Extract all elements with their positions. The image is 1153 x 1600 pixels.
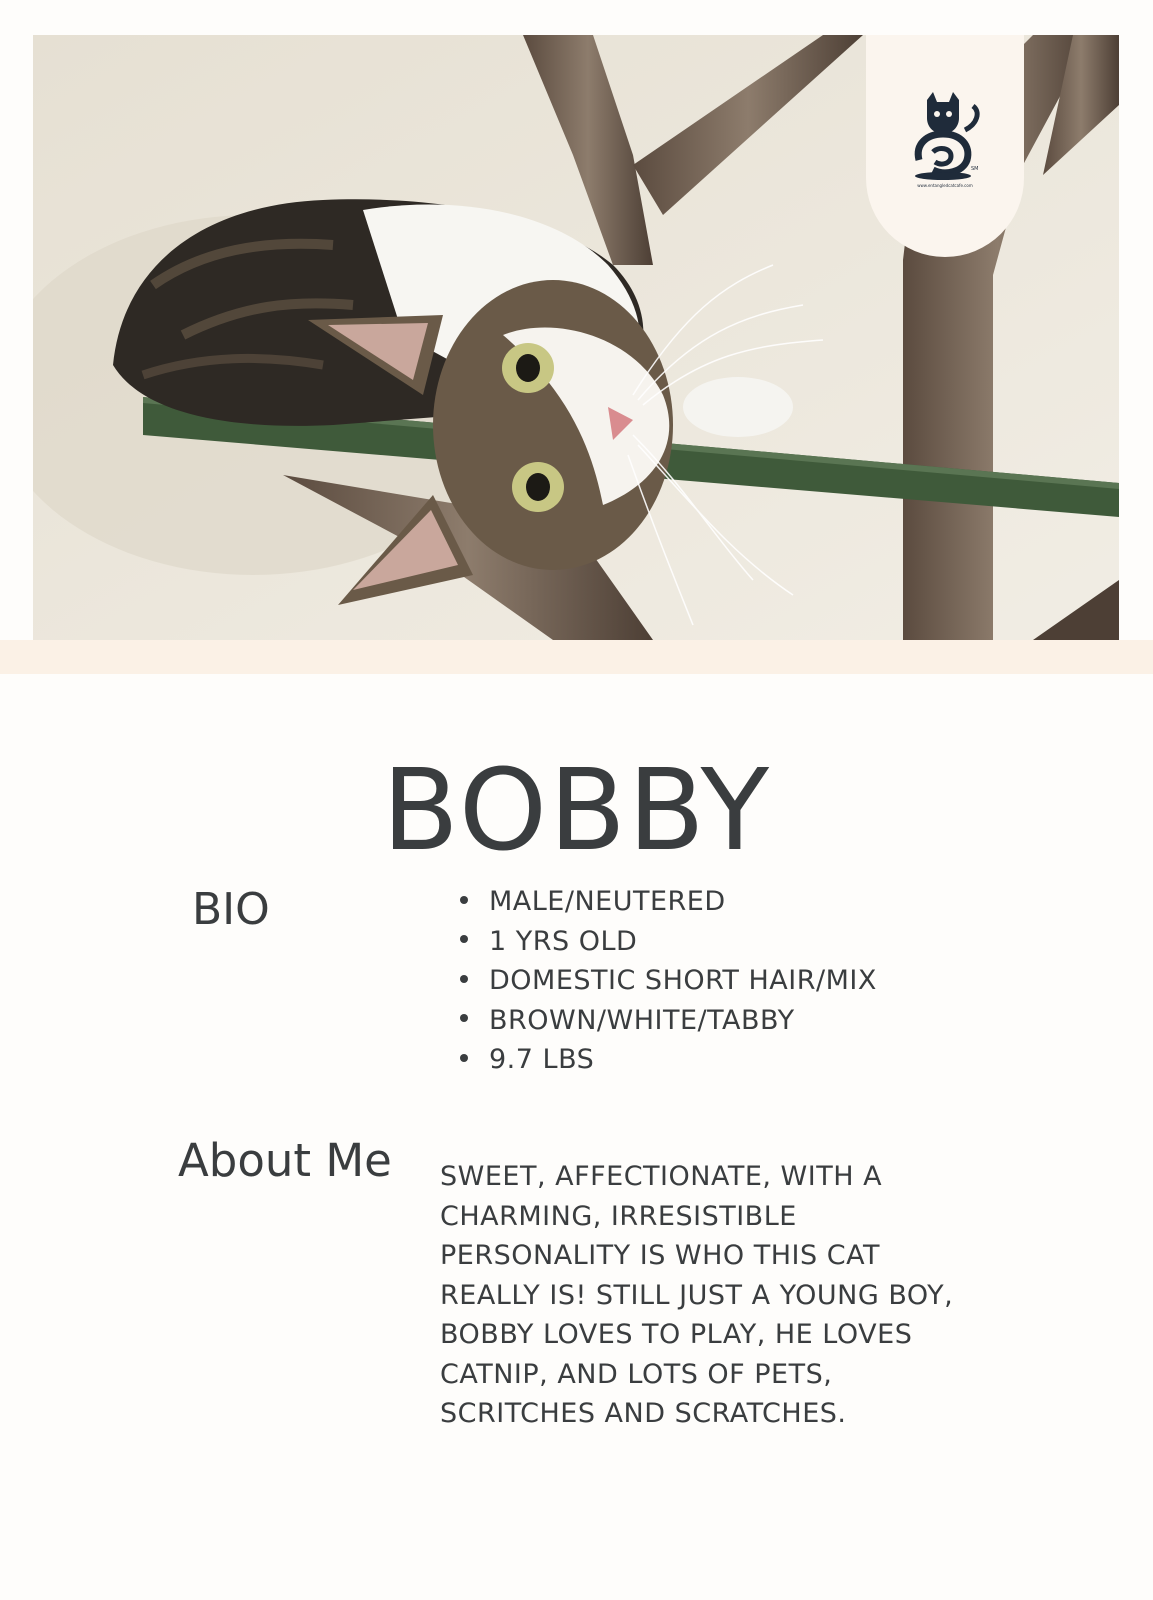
- bio-item-breed: [460, 961, 877, 1001]
- bullet-icon: [460, 975, 468, 983]
- bio-list: [460, 882, 877, 1080]
- bullet-icon: [460, 1054, 468, 1062]
- bio-item-text: 1 YRS OLD: [489, 925, 638, 957]
- bio-heading: BIO: [192, 884, 270, 935]
- cat-logo-icon: [905, 90, 985, 190]
- cat-name-heading: BOBBY: [382, 746, 771, 877]
- bullet-icon: [460, 896, 468, 904]
- logo-tab: [866, 35, 1024, 257]
- bullet-icon: [460, 1014, 468, 1022]
- bio-item-sex: [460, 882, 877, 922]
- logo-service-mark: SM: [971, 166, 979, 172]
- about-description: SWEET, AFFECTIONATE, WITH A CHARMING, IRRESISTIBLE PERSONALITY IS WHO THIS CAT REALLY IS! STILL JUST A YOUNG BOY, BOBBY LOVES TO PLAY, HE LOVES CATNIP, AND LOTS OF PETS, SCRITCHES AND SCRATCHES.: [440, 1161, 954, 1429]
- bio-item-text: DOMESTIC SHORT HAIR/MIX: [489, 965, 877, 996]
- bio-item-age: [460, 922, 877, 962]
- bio-item-weight: [460, 1040, 877, 1080]
- logo-url-text: www.entangledcatcafe.com: [917, 183, 973, 188]
- bio-item-color: [460, 1001, 877, 1041]
- bio-item-text: 9.7 LBS: [489, 1044, 595, 1075]
- accent-band: [0, 640, 1153, 674]
- bio-item-text: MALE/NEUTERED: [489, 886, 726, 917]
- bullet-icon: [460, 935, 468, 943]
- about-heading: About Me: [178, 1134, 392, 1187]
- bio-item-text: BROWN/WHITE/TABBY: [489, 1004, 795, 1036]
